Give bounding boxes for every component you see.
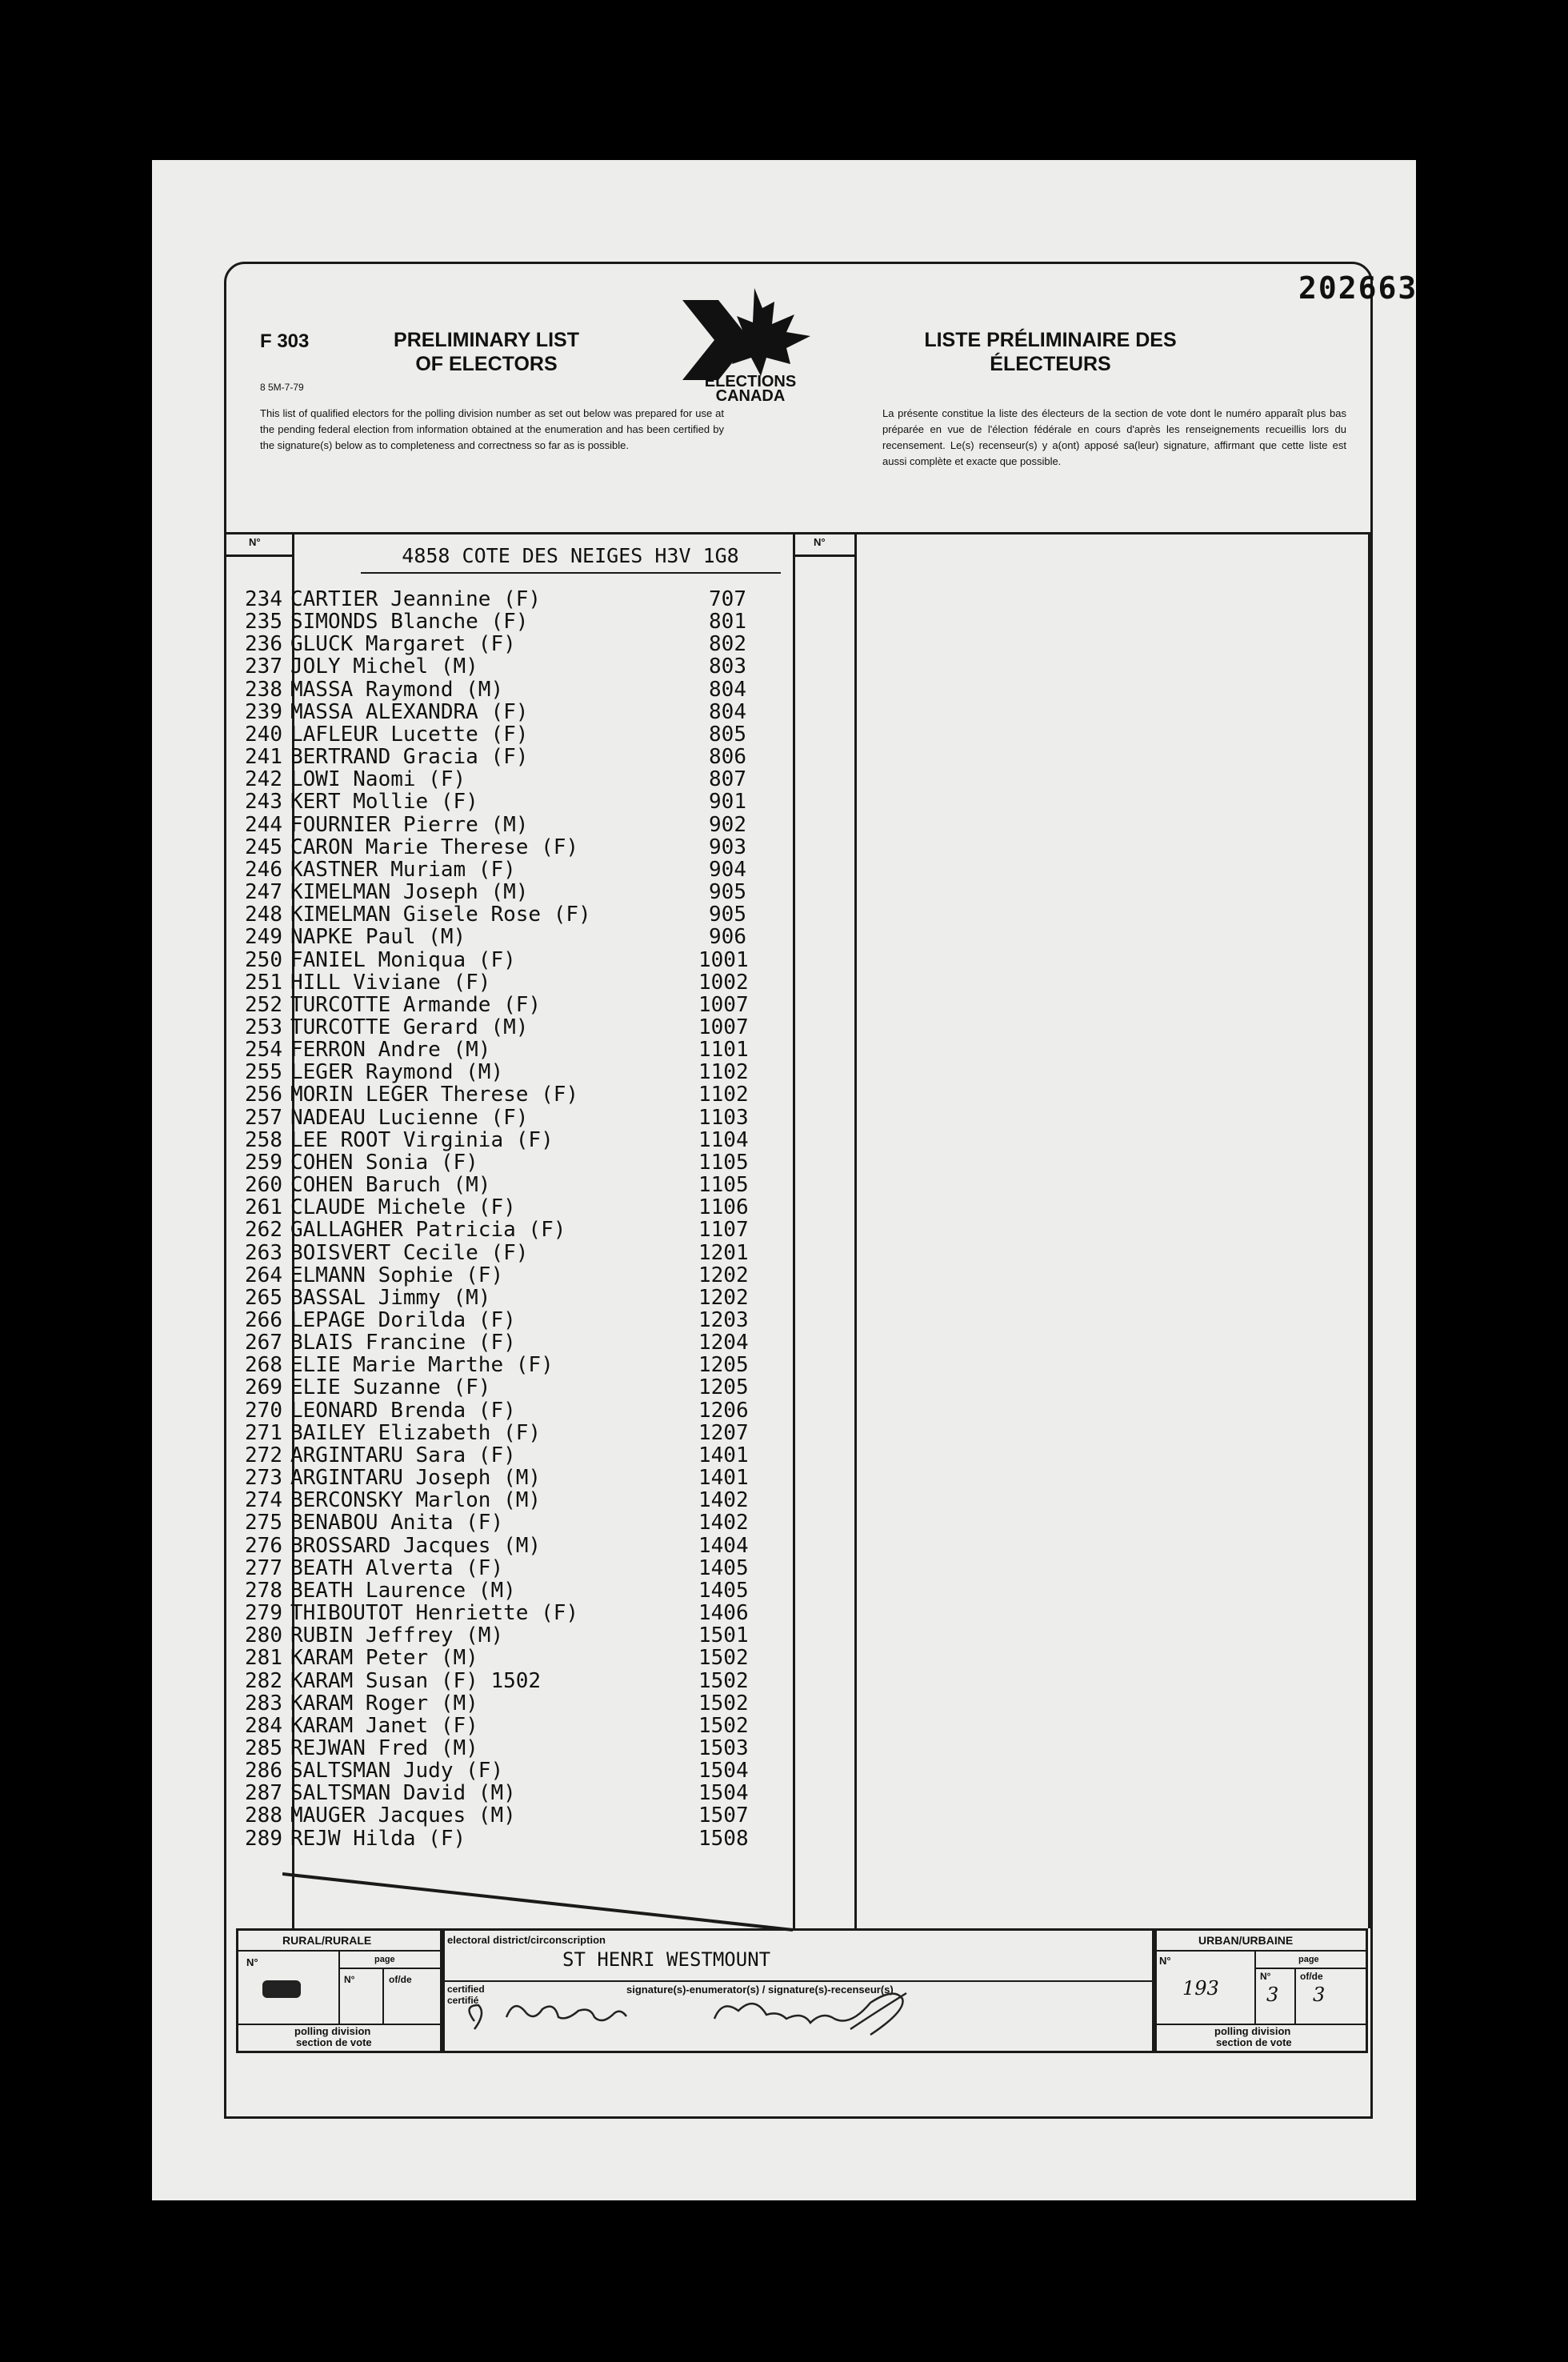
- elector-section: 1402: [698, 1488, 749, 1513]
- elector-row: [234, 768, 754, 791]
- urban-no-value: 193: [1182, 1977, 1219, 2000]
- elector-name: RUBIN Jeffrey (M): [290, 1623, 504, 1648]
- elector-number: 278: [245, 1578, 282, 1603]
- right-edge-rule: [1368, 532, 1370, 1928]
- elector-section: 1207: [698, 1420, 749, 1445]
- elector-section: 1406: [698, 1601, 749, 1626]
- form-sheet: [152, 160, 1416, 2200]
- elector-number: 245: [245, 835, 282, 859]
- elector-row: [234, 1399, 754, 1422]
- elector-number: 235: [245, 610, 282, 635]
- elector-name: CARON Marie Therese (F): [290, 835, 579, 859]
- elector-row: [234, 1196, 754, 1219]
- elector-number: 243: [245, 790, 282, 815]
- elector-row: [234, 1602, 754, 1624]
- urban-polling-division-label: polling division: [1214, 2025, 1291, 2037]
- elector-name: CLAUDE Michele (F): [290, 1195, 516, 1220]
- elector-row: [234, 1759, 754, 1782]
- rural-no-scribble: [262, 1980, 301, 1998]
- elector-row: [234, 1467, 754, 1489]
- elector-row: [234, 859, 754, 881]
- urban-of-label: of/de: [1300, 1971, 1323, 1982]
- elector-name: GALLAGHER Patricia (F): [290, 1218, 566, 1243]
- elector-section: 1102: [698, 1083, 749, 1107]
- elector-number: 281: [245, 1646, 282, 1671]
- elector-row: [234, 1107, 754, 1129]
- elector-number: 252: [245, 992, 282, 1017]
- elector-row: [234, 1782, 754, 1804]
- elector-name: KIMELMAN Gisele Rose (F): [290, 903, 591, 927]
- elector-section: 1405: [698, 1555, 749, 1580]
- elector-section: 903: [709, 835, 746, 859]
- elector-section: 1502: [698, 1646, 749, 1671]
- elector-section: 904: [709, 857, 746, 882]
- elector-number: 279: [245, 1601, 282, 1626]
- elector-row: [234, 1422, 754, 1444]
- elector-number: 240: [245, 722, 282, 747]
- elector-name: FANIEL Moniqua (F): [290, 947, 516, 972]
- elector-row: [234, 926, 754, 948]
- elector-number: 267: [245, 1331, 282, 1355]
- middle-left-rule: [793, 532, 795, 1928]
- elector-entries: [234, 588, 754, 1850]
- elector-name: BROSSARD Jacques (M): [290, 1533, 542, 1558]
- elector-number: 289: [245, 1826, 282, 1851]
- elector-name: LEPAGE Dorilda (F): [290, 1308, 516, 1332]
- elections-canada-logo: [674, 284, 826, 404]
- elector-section: 905: [709, 903, 746, 927]
- elector-name: COHEN Sonia (F): [290, 1150, 478, 1175]
- elector-name: KASTNER Muriam (F): [290, 857, 516, 882]
- elector-section: 707: [709, 587, 746, 611]
- elector-row: [234, 723, 754, 746]
- elector-name: CARTIER Jeannine (F): [290, 587, 542, 611]
- elector-row: [234, 1354, 754, 1376]
- intro-english: This list of qualified electors for the polling division number as set out below was prepared for use at the pending federal election from information obtained at the enumeration and has been certified by the signature(s) below as to completeness and correctness so far as is possible.: [260, 407, 724, 451]
- elector-name: KARAM Susan (F) 1502: [290, 1668, 542, 1693]
- intro-french: La présente constitue la liste des électeurs de la section de vote dont le numéro apparaît plus bas préparée en vue de l'élection fédérale en cours d'après les renseignements recueillis lors du recensement. Le(s) recenseur(s) y a(ont) apposé sa(leur) signature, affirmant que cette liste est aussi complète et exacte que possible.: [882, 407, 1346, 467]
- elector-section: 807: [709, 767, 746, 792]
- elector-section: 1404: [698, 1533, 749, 1558]
- elector-name: ELMANN Sophie (F): [290, 1263, 504, 1287]
- elector-section: 802: [709, 632, 746, 657]
- elector-number: 277: [245, 1555, 282, 1580]
- logo-line-1: ELECTIONS: [704, 373, 797, 390]
- elector-name: KIMELMAN Joseph (M): [290, 880, 529, 905]
- elector-row: [234, 1242, 754, 1264]
- elector-name: REJWAN Fred (M): [290, 1735, 478, 1760]
- elector-name: LEONARD Brenda (F): [290, 1398, 516, 1423]
- district-box: [440, 1928, 1157, 2053]
- elector-number: 256: [245, 1083, 282, 1107]
- elector-name: JOLY Michel (M): [290, 655, 478, 679]
- elector-row: [234, 903, 754, 926]
- certified-label: certified: [447, 1984, 485, 1995]
- elector-name: GLUCK Margaret (F): [290, 632, 516, 657]
- elector-name: SALTSMAN David (M): [290, 1781, 516, 1806]
- serial-number: 202663: [1298, 270, 1418, 306]
- elector-name: LAFLEUR Lucette (F): [290, 722, 529, 747]
- elector-row: [234, 1828, 754, 1850]
- elector-section: 1107: [698, 1218, 749, 1243]
- elector-number: 249: [245, 925, 282, 950]
- no-header-box-right: [793, 532, 857, 557]
- elector-row: [234, 1511, 754, 1534]
- elector-number: 250: [245, 947, 282, 972]
- elector-name: BEATH Laurence (M): [290, 1578, 516, 1603]
- elector-row: [234, 655, 754, 678]
- signature-label: signature(s)-enumerator(s) / signature(s)-recenseur(s): [626, 1984, 894, 1996]
- elector-number: 262: [245, 1218, 282, 1243]
- elector-row: [234, 836, 754, 859]
- elector-number: 286: [245, 1759, 282, 1784]
- elector-number: 265: [245, 1285, 282, 1310]
- logo-line-2: CANADA: [715, 387, 786, 404]
- district-value: ST HENRI WESTMOUNT: [562, 1948, 771, 1971]
- elector-section: 1401: [698, 1443, 749, 1467]
- address-underline: [361, 572, 781, 574]
- elector-name: LEGER Raymond (M): [290, 1060, 504, 1085]
- elector-section: 1007: [698, 992, 749, 1017]
- rural-polling-division-label: polling division: [294, 2025, 371, 2037]
- elector-name: BEATH Alverta (F): [290, 1555, 504, 1580]
- elector-row: [234, 949, 754, 971]
- elector-row: [234, 1039, 754, 1061]
- elector-number: 253: [245, 1015, 282, 1039]
- elector-name: BASSAL Jimmy (M): [290, 1285, 491, 1310]
- elector-row: [234, 1579, 754, 1602]
- elector-name: THIBOUTOT Henriette (F): [290, 1601, 579, 1626]
- elector-section: 803: [709, 655, 746, 679]
- elector-row: [234, 1670, 754, 1692]
- elector-number: 268: [245, 1353, 282, 1378]
- elector-section: 801: [709, 610, 746, 635]
- elector-row: [234, 1444, 754, 1467]
- middle-right-rule: [854, 532, 857, 1928]
- elector-row: [234, 1331, 754, 1354]
- elector-section: 906: [709, 925, 746, 950]
- elector-row: [234, 746, 754, 768]
- elector-section: 1508: [698, 1826, 749, 1851]
- elector-name: ARGINTARU Joseph (M): [290, 1466, 542, 1491]
- elector-number: 271: [245, 1420, 282, 1445]
- elector-number: 263: [245, 1240, 282, 1265]
- elector-row: [234, 611, 754, 633]
- elector-number: 282: [245, 1668, 282, 1693]
- certifie-label: certifié: [447, 1995, 479, 2006]
- elector-section: 1101: [698, 1038, 749, 1063]
- rural-label: RURAL/RURALE: [282, 1934, 372, 1947]
- elector-section: 1102: [698, 1060, 749, 1085]
- elector-name: REJW Hilda (F): [290, 1826, 466, 1851]
- form-code: F 303: [260, 330, 310, 352]
- elector-number: 284: [245, 1713, 282, 1738]
- elector-name: FOURNIER Pierre (M): [290, 812, 529, 837]
- district-label: electoral district/circonscription: [447, 1934, 606, 1946]
- elector-section: 1504: [698, 1759, 749, 1784]
- elector-section: 1405: [698, 1578, 749, 1603]
- elector-number: 260: [245, 1173, 282, 1198]
- no-header-right: N°: [814, 536, 826, 548]
- rural-section-de-vote-label: section de vote: [296, 2036, 372, 2048]
- rural-no-label: N°: [246, 1956, 258, 1968]
- elector-number: 287: [245, 1781, 282, 1806]
- elector-section: 902: [709, 812, 746, 837]
- urban-of-value: 3: [1313, 1984, 1326, 2006]
- elector-row: [234, 1174, 754, 1196]
- address-heading: 4858 COTE DES NEIGES H3V 1G8: [402, 544, 739, 567]
- elector-number: 242: [245, 767, 282, 792]
- elector-name: KARAM Janet (F): [290, 1713, 478, 1738]
- elector-section: 1103: [698, 1105, 749, 1130]
- elector-number: 246: [245, 857, 282, 882]
- elector-name: BAILEY Elizabeth (F): [290, 1420, 542, 1445]
- elector-number: 244: [245, 812, 282, 837]
- elector-name: LEE ROOT Virginia (F): [290, 1127, 554, 1152]
- elector-name: ELIE Marie Marthe (F): [290, 1353, 554, 1378]
- elector-section: 805: [709, 722, 746, 747]
- elector-row: [234, 1624, 754, 1647]
- urban-label: URBAN/URBAINE: [1198, 1934, 1294, 1947]
- elector-number: 238: [245, 677, 282, 702]
- elector-section: 1502: [698, 1691, 749, 1715]
- elector-row: [234, 679, 754, 701]
- elector-name: BERTRAND Gracia (F): [290, 745, 529, 770]
- elector-name: KARAM Roger (M): [290, 1691, 478, 1715]
- elector-name: ELIE Suzanne (F): [290, 1375, 491, 1400]
- elector-section: 1503: [698, 1735, 749, 1760]
- elector-name: COHEN Baruch (M): [290, 1173, 491, 1198]
- elector-section: 1502: [698, 1713, 749, 1738]
- elector-number: 257: [245, 1105, 282, 1130]
- elector-section: 1205: [698, 1353, 749, 1378]
- elector-number: 236: [245, 632, 282, 657]
- elector-section: 1402: [698, 1511, 749, 1535]
- elector-section: 1106: [698, 1195, 749, 1220]
- elector-number: 276: [245, 1533, 282, 1558]
- elector-section: 806: [709, 745, 746, 770]
- urban-no-label: N°: [1159, 1955, 1171, 1967]
- elector-row: [234, 971, 754, 994]
- elector-row: [234, 1535, 754, 1557]
- elector-section: 1203: [698, 1308, 749, 1332]
- elector-number: 275: [245, 1511, 282, 1535]
- elector-row: [234, 1287, 754, 1309]
- elector-row: [234, 1715, 754, 1737]
- elector-number: 272: [245, 1443, 282, 1467]
- no-header-box-left: [226, 532, 294, 557]
- elector-name: SIMONDS Blanche (F): [290, 610, 529, 635]
- elector-number: 283: [245, 1691, 282, 1715]
- title-english: PRELIMINARY LIST OF ELECTORS: [394, 329, 579, 375]
- elector-list-form: [224, 262, 1418, 2119]
- elector-section: 1201: [698, 1240, 749, 1265]
- elector-section: 804: [709, 677, 746, 702]
- elector-number: 270: [245, 1398, 282, 1423]
- elector-number: 259: [245, 1150, 282, 1175]
- elector-section: 1502: [698, 1668, 749, 1693]
- elector-name: SALTSMAN Judy (F): [290, 1759, 504, 1784]
- elector-name: TURCOTTE Gerard (M): [290, 1015, 529, 1039]
- elector-section: 1202: [698, 1285, 749, 1310]
- urban-page-no-label: N°: [1260, 1971, 1271, 1982]
- elector-row: [234, 1219, 754, 1241]
- elector-number: 266: [245, 1308, 282, 1332]
- elector-name: NAPKE Paul (M): [290, 925, 466, 950]
- elector-row: [234, 881, 754, 903]
- elector-section: 1206: [698, 1398, 749, 1423]
- elector-section: 1501: [698, 1623, 749, 1648]
- elector-number: 241: [245, 745, 282, 770]
- rural-page-no-label: N°: [344, 1974, 355, 1985]
- end-of-list-diagonal: [282, 1872, 794, 1932]
- elector-name: MORIN LEGER Therese (F): [290, 1083, 579, 1107]
- rural-page-label: page: [374, 1955, 395, 1964]
- elector-number: 274: [245, 1488, 282, 1513]
- elector-number: 269: [245, 1375, 282, 1400]
- elector-row: [234, 1489, 754, 1511]
- elector-number: 264: [245, 1263, 282, 1287]
- elector-section: 1202: [698, 1263, 749, 1287]
- elector-number: 288: [245, 1804, 282, 1828]
- elector-number: 285: [245, 1735, 282, 1760]
- urban-page-label: page: [1298, 1955, 1319, 1964]
- elector-row: [234, 1016, 754, 1039]
- elector-name: MASSA Raymond (M): [290, 677, 504, 702]
- elector-row: [234, 701, 754, 723]
- elector-name: BLAIS Francine (F): [290, 1331, 516, 1355]
- elector-row: [234, 1309, 754, 1331]
- elector-row: [234, 1804, 754, 1827]
- urban-section-de-vote-label: section de vote: [1216, 2036, 1292, 2048]
- elector-number: 251: [245, 970, 282, 995]
- title-french: LISTE PRÉLIMINAIRE DES ÉLECTEURS: [924, 329, 1177, 375]
- elector-row: [234, 994, 754, 1016]
- elector-number: 247: [245, 880, 282, 905]
- elector-row: [234, 1083, 754, 1106]
- elector-section: 905: [709, 880, 746, 905]
- enumerator-signatures: [450, 1985, 1074, 2049]
- elector-section: 1007: [698, 1015, 749, 1039]
- elector-section: 1104: [698, 1127, 749, 1152]
- elector-section: 1204: [698, 1331, 749, 1355]
- elector-row: [234, 814, 754, 836]
- elector-name: KARAM Peter (M): [290, 1646, 478, 1671]
- elector-row: [234, 1264, 754, 1287]
- elector-row: [234, 1061, 754, 1083]
- elector-number: 254: [245, 1038, 282, 1063]
- elector-section: 1105: [698, 1173, 749, 1198]
- elector-name: MASSA ALEXANDRA (F): [290, 699, 529, 724]
- elector-name: FERRON Andre (M): [290, 1038, 491, 1063]
- elector-row: [234, 1647, 754, 1669]
- elector-name: TURCOTTE Armande (F): [290, 992, 542, 1017]
- rural-of-label: of/de: [389, 1974, 412, 1985]
- elector-number: 237: [245, 655, 282, 679]
- elector-name: LOWI Naomi (F): [290, 767, 466, 792]
- elector-name: NADEAU Lucienne (F): [290, 1105, 529, 1130]
- elector-section: 1105: [698, 1150, 749, 1175]
- elector-number: 261: [245, 1195, 282, 1220]
- no-header-left: N°: [249, 536, 261, 548]
- elector-name: HILL Viviane (F): [290, 970, 491, 995]
- elector-row: [234, 633, 754, 655]
- elector-name: BENABOU Anita (F): [290, 1511, 504, 1535]
- elector-name: BERCONSKY Marlon (M): [290, 1488, 542, 1513]
- elector-row: [234, 1557, 754, 1579]
- elector-number: 255: [245, 1060, 282, 1085]
- urban-box: [1152, 1928, 1368, 2053]
- elector-section: 1205: [698, 1375, 749, 1400]
- rural-box: [236, 1928, 445, 2053]
- urban-page-value: 3: [1266, 1984, 1279, 2006]
- elector-number: 234: [245, 587, 282, 611]
- elector-number: 280: [245, 1623, 282, 1648]
- elector-row: [234, 588, 754, 611]
- elector-name: BOISVERT Cecile (F): [290, 1240, 529, 1265]
- elector-number: 258: [245, 1127, 282, 1152]
- elector-number: 248: [245, 903, 282, 927]
- elector-section: 1504: [698, 1781, 749, 1806]
- elector-name: MAUGER Jacques (M): [290, 1804, 516, 1828]
- form-date-code: 8 5M-7-79: [260, 382, 304, 393]
- elector-row: [234, 1376, 754, 1399]
- elector-section: 804: [709, 699, 746, 724]
- elector-name: ARGINTARU Sara (F): [290, 1443, 516, 1467]
- elector-row: [234, 1129, 754, 1151]
- elector-section: 1002: [698, 970, 749, 995]
- elector-section: 1507: [698, 1804, 749, 1828]
- elector-number: 273: [245, 1466, 282, 1491]
- elector-section: 1401: [698, 1466, 749, 1491]
- elector-row: [234, 1151, 754, 1174]
- elector-section: 901: [709, 790, 746, 815]
- elector-section: 1001: [698, 947, 749, 972]
- elector-row: [234, 1692, 754, 1715]
- elector-number: 239: [245, 699, 282, 724]
- elector-row: [234, 1737, 754, 1759]
- elector-row: [234, 791, 754, 813]
- elector-name: KERT Mollie (F): [290, 790, 478, 815]
- form-footer: [224, 1928, 1373, 2055]
